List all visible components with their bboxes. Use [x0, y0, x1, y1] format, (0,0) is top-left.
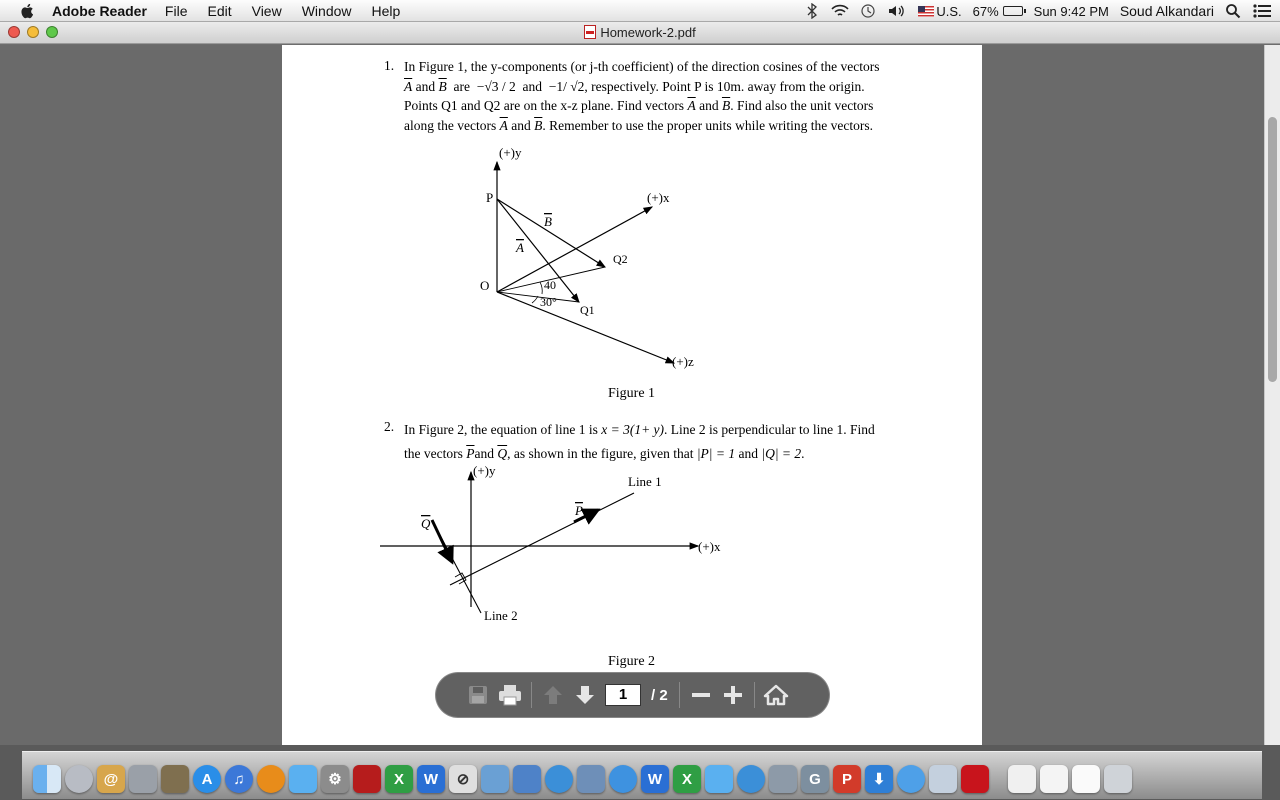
previous-page-icon[interactable] — [537, 679, 569, 711]
battery-icon — [1003, 6, 1023, 16]
vector-b: $\overline{B}$ — [534, 117, 543, 133]
app-store-icon[interactable]: A — [193, 765, 221, 793]
toolbar-divider — [679, 682, 680, 708]
word-icon[interactable]: W — [417, 765, 445, 793]
rocket-icon[interactable] — [65, 765, 93, 793]
vector-a: $\overline{A}$ — [404, 78, 413, 94]
figure-1-caption: Figure 1 — [608, 386, 656, 401]
input-source[interactable] — [918, 4, 961, 19]
magnitude-q: |Q| = 2 — [761, 446, 802, 461]
acrobat-icon[interactable] — [961, 765, 989, 793]
globe-icon[interactable] — [737, 765, 765, 793]
input-source-label: U.S. — [936, 3, 962, 19]
document-icon[interactable] — [1040, 765, 1068, 793]
q1-unit-vectors-text: . Find also the unit vectors — [730, 98, 874, 113]
apple-menu-icon[interactable] — [18, 2, 38, 20]
figure-2-diagram — [372, 460, 742, 630]
question-2-number: 2. — [384, 419, 395, 434]
no-entry-icon[interactable]: ⊘ — [449, 765, 477, 793]
save-icon[interactable] — [462, 679, 494, 711]
vector-a: $\overline{A}$ — [687, 98, 696, 113]
fig1-x-axis-label: (+)x — [647, 190, 670, 205]
q2-given-text: , as shown in the figure, given that — [507, 446, 694, 461]
contacts-icon[interactable]: @ — [97, 765, 125, 793]
q1-line-2 — [404, 77, 900, 97]
fig1-angle-40: 40 — [544, 278, 556, 292]
fig1-vector-b-label: B — [544, 214, 552, 229]
direction-cosine-a: −√3 / 2 — [476, 78, 516, 94]
menu-file[interactable]: File — [164, 2, 188, 19]
q1-are: are — [453, 78, 470, 94]
us-flag-icon — [918, 6, 934, 17]
fig2-vector-q-label: Q — [421, 516, 431, 531]
zoom-in-icon[interactable] — [717, 679, 749, 711]
q1-and-2: and — [522, 78, 543, 94]
q1-line-4 — [404, 116, 900, 136]
chat-icon[interactable] — [609, 765, 637, 793]
document-icon[interactable] — [1008, 765, 1036, 793]
pdf-file-icon — [584, 25, 596, 39]
q2-perpendicular-text: . Line 2 is perpendicular to line 1. Find — [664, 422, 875, 437]
excel-icon[interactable]: X — [673, 765, 701, 793]
q1-and-3: and — [699, 98, 719, 113]
window-title — [0, 25, 1280, 40]
menu-view[interactable]: View — [251, 2, 282, 19]
fig2-line-2-label: Line 2 — [484, 608, 518, 623]
fig1-q1-label: Q1 — [580, 303, 595, 317]
finder-icon[interactable] — [33, 765, 61, 793]
q2-and-2: and — [738, 446, 758, 461]
downloads-icon[interactable] — [481, 765, 509, 793]
user-name[interactable]: Soud Alkandari — [1119, 3, 1214, 19]
menu-app-name[interactable]: Adobe Reader — [52, 2, 147, 19]
fig2-line-1-label: Line 1 — [628, 474, 662, 489]
facetime-icon[interactable] — [129, 765, 157, 793]
fig1-y-axis-label: (+)y — [499, 145, 522, 160]
photo-booth-icon[interactable] — [161, 765, 189, 793]
excel-icon[interactable]: X — [385, 765, 413, 793]
ibooks-icon[interactable] — [257, 765, 285, 793]
fig2-y-axis-label: (+)y — [473, 463, 496, 478]
powerpoint-icon[interactable]: P — [833, 765, 861, 793]
word-icon[interactable]: W — [641, 765, 669, 793]
satellite-icon[interactable] — [769, 765, 797, 793]
fig2-x-axis-label: (+)x — [698, 539, 721, 554]
fig1-q2-label: Q2 — [613, 252, 628, 266]
scrollbar-thumb[interactable] — [1268, 117, 1277, 382]
vector-b: $\overline{B}$ — [438, 78, 447, 94]
q2-line-1 — [404, 418, 900, 442]
question-2-text — [404, 418, 900, 466]
floating-page-toolbar — [435, 672, 830, 718]
vector-a: $\overline{A}$ — [499, 117, 508, 133]
window-title-text: Homework-2.pdf — [600, 25, 696, 40]
toolbar-divider — [754, 682, 755, 708]
fig1-origin-label: O — [480, 278, 490, 293]
gimp-icon[interactable]: G — [801, 765, 829, 793]
page-number-input[interactable]: 1 — [605, 684, 641, 706]
fig2-vector-p-label: P — [575, 503, 583, 518]
q1-respectively: , respectively. Point P is 10m. away from the origin. — [584, 78, 865, 94]
question-1-text — [404, 57, 900, 135]
window-title-bar — [0, 22, 1280, 44]
spotlight-search-icon[interactable] — [1225, 3, 1241, 19]
preview-icon[interactable] — [513, 765, 541, 793]
vertical-scrollbar[interactable] — [1264, 45, 1280, 745]
fig1-point-p-label: P — [486, 190, 494, 205]
clock[interactable]: Sun 9:42 PM — [1033, 3, 1109, 19]
pdf-page — [282, 45, 982, 745]
vector-p: $\overline{P}$ — [466, 446, 475, 461]
itunes-icon[interactable]: ♫ — [225, 765, 253, 793]
toolbar-divider — [531, 682, 532, 708]
pdf-document-icon[interactable] — [1072, 765, 1100, 793]
q1-points-text: Points Q1 and Q2 are on the x-z plane. Find vectors — [404, 98, 685, 113]
menu-window[interactable]: Window — [301, 2, 352, 19]
magnitude-p: |P| = 1 — [696, 446, 736, 461]
messenger-icon[interactable] — [705, 765, 733, 793]
fig1-angle-30: 30° — [540, 295, 557, 309]
figure-2-caption: Figure 2 — [608, 654, 656, 669]
q1-and: and — [415, 78, 436, 94]
vector-q: $\overline{Q}$ — [497, 446, 508, 461]
notification-center-icon[interactable] — [1252, 3, 1272, 19]
print-icon[interactable] — [494, 679, 526, 711]
menu-bar — [0, 0, 1280, 22]
q1-line-1: In Figure 1, the y-components (or j-th coefficient) of the direction cosines of the vectors — [404, 59, 880, 74]
q2-the-vectors: the vectors — [404, 446, 463, 461]
document-viewport[interactable] — [0, 45, 1280, 745]
time-machine-icon[interactable] — [860, 3, 876, 19]
q1-along-text: along the vectors — [404, 117, 497, 133]
menu-edit[interactable]: Edit — [207, 2, 232, 19]
fig1-z-axis-label: (+)z — [672, 354, 694, 369]
line-1-equation: x = 3(1+ y) — [601, 422, 665, 437]
zoom-out-icon[interactable] — [685, 679, 717, 711]
bluetooth-icon[interactable] — [804, 3, 820, 19]
home-icon[interactable] — [760, 679, 792, 711]
downloads-arrow-icon[interactable]: ⬇ — [865, 765, 893, 793]
safari-icon[interactable] — [897, 765, 925, 793]
q2-and: and — [474, 446, 494, 461]
page-total: / 2 — [651, 686, 668, 704]
preview-icon[interactable] — [929, 765, 957, 793]
photo-icon[interactable] — [353, 765, 381, 793]
menu-help[interactable]: Help — [371, 2, 401, 19]
volume-icon[interactable] — [887, 3, 907, 19]
dock-area — [0, 745, 1280, 800]
globe-icon[interactable] — [545, 765, 573, 793]
messenger-icon[interactable] — [289, 765, 317, 793]
q1-and-4: and — [511, 117, 531, 133]
question-1-number: 1. — [384, 58, 395, 73]
system-preferences-icon[interactable]: ⚙ — [321, 765, 349, 793]
trash-icon[interactable] — [1104, 765, 1132, 793]
q2-intro-text: In Figure 2, the equation of line 1 is — [404, 422, 598, 437]
vector-b: $\overline{B}$ — [721, 98, 731, 113]
next-page-icon[interactable] — [569, 679, 601, 711]
status-area — [793, 0, 1272, 22]
figure-1-diagram — [462, 140, 742, 380]
q1-line-3 — [404, 96, 900, 116]
wifi-icon[interactable] — [831, 4, 849, 18]
q1-remember-text: . Remember to use the proper units while writing the vectors. — [542, 117, 874, 133]
q2-period: . — [801, 446, 805, 461]
direction-cosine-b: −1/ √2 — [548, 78, 585, 94]
battery-status[interactable] — [973, 4, 1023, 19]
battery-percent: 67% — [972, 3, 999, 19]
fig1-vector-a-label: A — [516, 240, 524, 255]
iphoto-icon[interactable] — [577, 765, 605, 793]
dock — [22, 751, 1262, 799]
